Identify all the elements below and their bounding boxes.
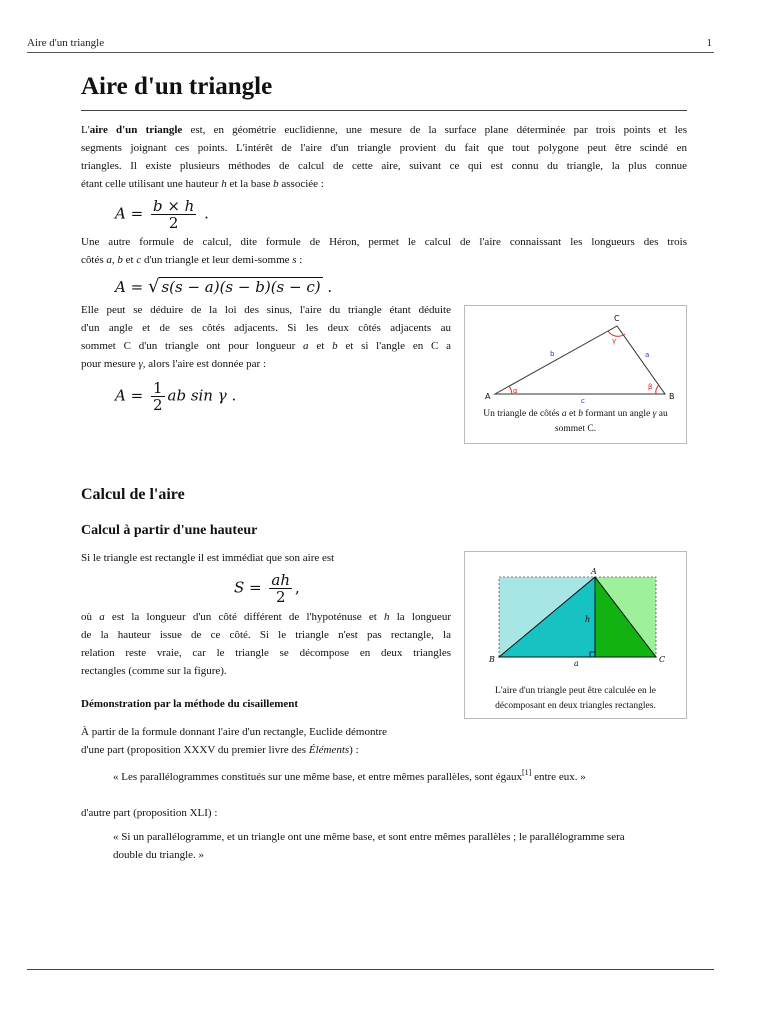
fig1-label-c: c [581,397,585,405]
header-rule [27,52,714,53]
quote2-line-1: « Si un parallélogramme, et un triangle ont une même base, et sont entre mêmes parallèles ; le [113,831,527,843]
formula3-den: 2 [152,396,163,414]
intro-var-b: b [273,178,279,190]
intro-line-3: triangles. Il existe plusieurs méthodes de calcul de cette aire, suivant ce qui est connu du triangle, la plus connue [81,160,687,172]
right-l1c: est la longueur d'un côté différent de l'hypoténuse et [104,611,385,623]
sqrt-sign-icon: √ [147,276,160,297]
right-l1e: la longueur [389,611,451,623]
sine-l3c: et [308,340,333,352]
formula1-lhs: A = [115,204,144,223]
formula-sine [115,380,236,413]
right-l1a: où [81,611,100,623]
right-intro: Si le triangle est rectangle il est immédiat que son aire est [81,552,335,564]
sine-line-2: d'un angle et de ses côtés adjacents. Si les deux côtés adjacents au [81,322,451,334]
fig2-label-C: C [659,655,666,664]
right-line-1 [81,608,451,626]
section-heading: Calcul de l'aire [81,486,185,503]
quote1-line-1 [113,768,557,783]
formula2-end: . [327,278,333,296]
right-line-3: relation reste vraie, car le triangle se décompose en deux triangles [81,647,451,659]
formula-right-triangle [234,572,300,605]
right-line-4: rectangles (comme sur la figure). [81,665,227,677]
heron-l2i: : [296,254,303,266]
demo-heading: Démonstration par la méthode du cisaillement [81,698,299,710]
quote-proposition-35 [113,764,656,786]
fig1-cap-var-b: b [578,409,583,419]
formula4-den: 2 [275,588,286,606]
fig1-label-A: A [485,392,491,401]
fig2-label-B: B [489,655,495,664]
heron-var-c: c [136,254,142,266]
formula3-lhs: A = [115,386,144,405]
header-title: Aire d'un triangle [27,37,105,49]
intro-l4c: et la base [226,178,274,190]
formula2-lhs: A = [115,278,144,296]
fig2-label-a: a [574,659,579,668]
decomposition-diagram [465,552,686,677]
heron-var-b: b [117,254,123,266]
formula3-end: . [231,386,237,405]
formula1-fraction [151,198,196,231]
heron-l2e: et [122,254,137,266]
sine-line-3 [81,337,451,355]
page-title: Aire d'un triangle [81,73,273,100]
demo-paragraph [81,723,481,759]
formula3-rest: ab sin γ [167,386,227,405]
figure1-caption [469,407,682,437]
fig1-label-a: a [645,351,650,359]
formula2-radicand: s(s − a)(s − b)(s − c) [161,278,321,296]
intro-l4a: étant celle utilisant une hauteur [81,178,222,190]
triangle-diagram [465,306,686,406]
formula4-lhs: S = [234,578,262,597]
other-part: d'autre part (proposition XLI) : [81,807,218,819]
fig1-caption-line-1 [483,409,667,419]
footer-rule [27,969,714,970]
figure-triangle [464,305,687,444]
formula-heron [115,276,332,297]
heron-paragraph [81,233,687,269]
intro-l4e: associée : [278,178,324,190]
quote1-line-2: eux. » [558,771,586,783]
fig1-label-C: C [614,314,620,323]
intro-line-2: segments joignant ces points. L'intérêt de l'aire d'un triangle provient du fait que tout polygone peut être scindé en [81,142,687,154]
fig2-label-A: A [591,567,597,576]
demo-l2c: ) : [349,744,359,756]
intro-paragraph [81,121,687,193]
right-line-2: de la hauteur issue de ce côté. Si le triangle n'est pas rectangle, la [81,629,451,641]
heron-var-s: s [292,254,297,266]
figure2-caption [469,684,682,714]
fig1-label-B: B [669,392,675,401]
sine-line-4 [81,355,451,373]
sine-var-gamma: γ [138,358,143,370]
sine-l4c: , alors l'aire est donnée par : [142,358,267,370]
sine-l3e: et si l'angle en C a [337,340,451,352]
fig1-caption-line-2: sommet C. [554,424,597,434]
heron-l2a: côtés [81,254,107,266]
intro-line-4 [81,175,687,193]
quote1-l1a: « Les parallélogrammes constitués sur une même base, et entre mêmes parallèles, sont égaux [113,771,522,783]
sine-l3a: sommet C d'un triangle ont pour longueur [81,340,304,352]
heron-l2c: , [111,254,118,266]
demo-line-2 [81,741,481,759]
right-var-a: a [99,611,105,623]
intro-bold-term: aire d'un triangle [89,124,183,136]
intro-var-h: h [221,178,227,190]
subsection-heading: Calcul à partir d'une hauteur [81,523,258,538]
formula3-num: 1 [152,379,163,397]
fig2-label-h: h [585,615,591,624]
formula-base-height [115,198,209,231]
formula4-fraction [269,572,292,605]
fig1-label-gamma: γ [612,337,617,345]
quote1-l1b: entre [531,771,557,783]
formula4-num: ah [271,571,291,589]
fig1-cap-var-a: a [561,409,567,419]
right-paragraph [81,608,451,680]
fig1-cap-e: formant un angle [582,409,653,419]
demo-book-title: Éléments [308,744,350,756]
sine-paragraph [81,301,451,373]
figure-decomposition [464,551,687,719]
right-var-h: h [384,611,390,623]
fig1-cap-var-gamma: γ [652,409,657,419]
fig1-cap-c: et [566,409,579,419]
formula1-num: b × h [152,197,195,215]
fig1-label-alpha: α [513,387,518,395]
title-rule [81,110,687,111]
intro-line-1 [81,121,687,139]
heron-line-2 [81,251,687,269]
fig1-cap-g: au [656,409,668,419]
fig1-label-beta: β [648,383,653,391]
formula4-end: , [295,578,300,597]
formula1-end: . [204,204,209,223]
sine-line-1: Elle peut se déduire de la loi des sinus, l'aire du triangle étant déduite [81,304,451,316]
intro-l1a: L' [81,124,90,136]
quote-proposition-41 [113,828,656,864]
footnote-ref-1[interactable]: [1] [522,768,532,777]
intro-l1c: est, en géométrie euclidienne, une mesure de la surface plane déterminée par trois points et les [182,124,687,136]
fig1-cap-a: Un triangle de côtés [483,409,562,419]
fig1-label-b: b [550,350,555,358]
quote2-line-2: parallélogramme sera double du triangle. » [113,831,625,861]
fig2-caption-line-2: décomposant en deux triangles rectangles. [495,701,656,711]
sine-var-b: b [332,340,338,352]
sine-l4a: pour mesure [81,358,139,370]
formula3-fraction [151,380,165,413]
heron-var-a: a [106,254,112,266]
page-number: 1 [706,37,712,49]
running-header [27,37,714,49]
heron-l2g: d'un triangle et leur demi-somme [141,254,293,266]
sine-var-a: a [303,340,309,352]
formula1-den: 2 [168,214,179,232]
heron-line-1: Une autre formule de calcul, dite formule de Héron, permet le calcul de l'aire connaissant les longueurs des trois [81,236,687,248]
demo-l2a: d'une part (proposition XXXV du premier livre des [81,744,309,756]
fig2-caption-line-1: L'aire d'un triangle peut être calculée en le [495,686,656,696]
demo-line-1: À partir de la formule donnant l'aire d'un rectangle, Euclide démontre [81,726,388,738]
